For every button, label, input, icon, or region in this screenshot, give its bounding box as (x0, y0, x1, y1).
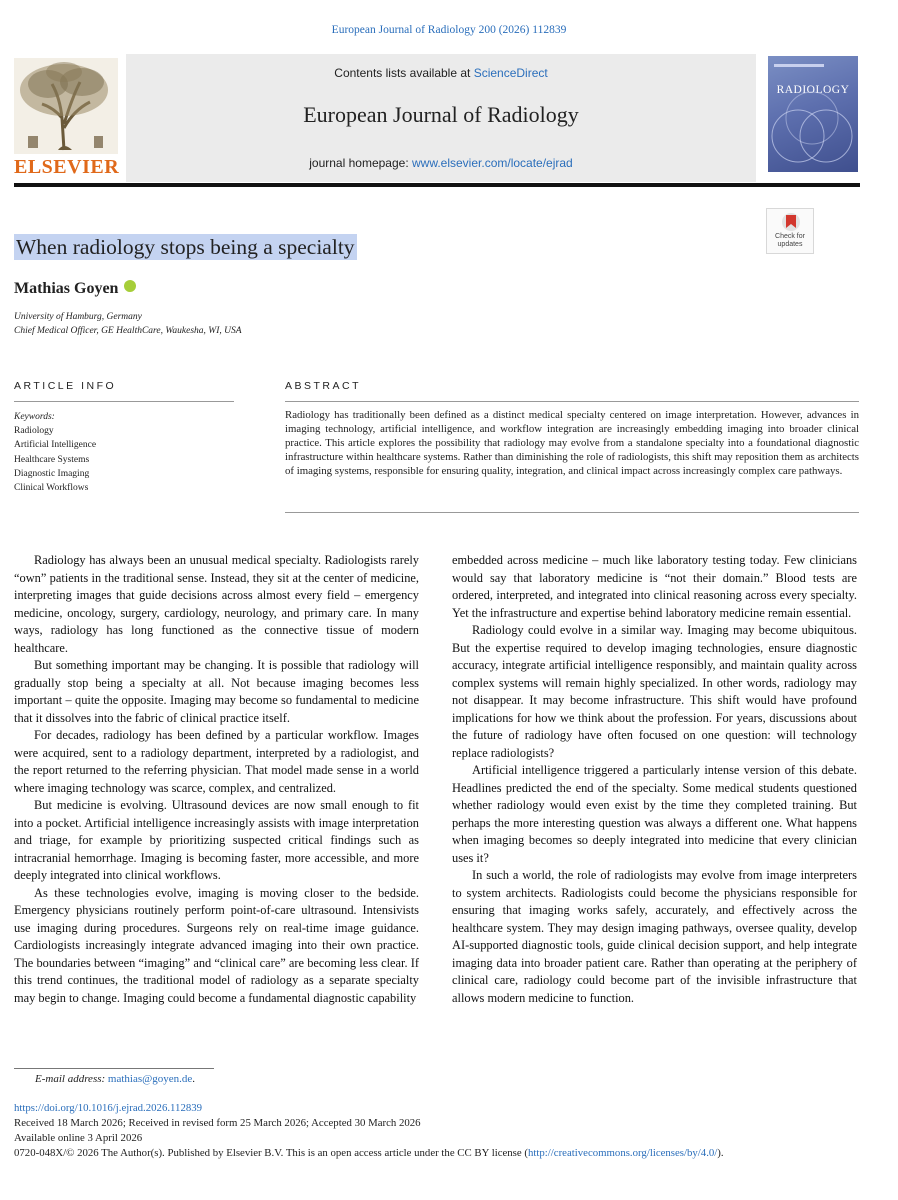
cover-title: RADIOLOGY (776, 84, 850, 96)
body-paragraph: Radiology has always been an unusual medical specialty. Radiologists rarely “own” patients in the traditional sense. Instead, they sit at the center of medicine, interpreting images that guide decisions across almost every field – emergency medicine, oncology, surgery, cardiology, neurology, and primary care. In many ways, radiology has long functioned as the connective tissue of modern healthcare. (14, 553, 419, 655)
email-label: E-mail address: (35, 1073, 106, 1085)
contents-prefix: Contents lists available at (334, 66, 474, 80)
available-online: Available online 3 April 2026 (14, 1132, 143, 1144)
body-paragraph: Artificial intelligence triggered a particularly intense version of this debate. Headlines predicted the end of the specialty. Some medical students questioned whether radiology would even exist by the time they completed training. But perhaps the more interesting question was always a different one. What happens when imaging becomes so deeply integrated into medicine that every clinician uses it? (452, 763, 857, 865)
body-paragraph: Radiology could evolve in a similar way. Imaging may become ubiquitous. But the expertise required to develop imaging technologies, ensure diagnostic accuracy, integrate artificial intelligence responsibly, and maintain quality across complex systems will remain highly specialized. In other words, radiology may not disappear. It may become infrastructure. This shift would have profound implications for how we think about the profession. For years, discussions about the future of radiology have often focused on one question: will technology replace radiologists? (452, 623, 857, 760)
abstract-text: Radiology has traditionally been defined as a distinct medical specialty centered on image interpretation. However, advances in imaging technology, artificial intelligence, and workflow integration are increasingly embedding imaging into broader clinical practice. This article explores the possibility that radiology may evolve from a standalone specialty into a foundational diagnostic infrastructure within healthcare systems. Rather than diminishing the role of radiologists, this shift may reposition them as architects of imaging systems, responsible for ensuring quality, integration, and clinical impact across increasingly complex care pathways. (285, 409, 859, 478)
abstract-end-divider (285, 512, 859, 513)
license-line (14, 1146, 724, 1161)
orcid-icon[interactable] (124, 280, 136, 292)
journal-homepage-link[interactable]: www.elsevier.com/locate/ejrad (412, 156, 573, 170)
journal-name: European Journal of Radiology (303, 102, 579, 127)
contents-line (126, 66, 756, 80)
keyword-item: Healthcare Systems (14, 454, 90, 465)
article-info-heading: ARTICLE INFO (14, 380, 117, 392)
footnote-divider (14, 1068, 214, 1069)
body-paragraph-continued: embedded across medicine – much like laboratory testing today. Few clinicians would say that laboratory medicine is “not their domain.” Blood tests are ordered, interpreted, and integrated into clinical reasoning across every specialty. Yet the infrastructure and expertise behind laboratory medicine remain essential. (452, 553, 857, 620)
article-info-divider (14, 401, 234, 402)
journal-cover-thumbnail[interactable] (768, 56, 858, 172)
homepage-prefix: journal homepage: (309, 156, 412, 170)
license-link[interactable]: http://creativecommons.org/licenses/by/4.0/ (527, 1147, 718, 1159)
email-end: . (192, 1073, 196, 1085)
doi-text[interactable]: https://doi.org/10.1016/j.ejrad.2026.112839 (14, 1102, 203, 1114)
check-for-updates-label: Check for updates (775, 233, 805, 248)
doi-link[interactable] (14, 1101, 202, 1116)
body-paragraph: In such a world, the role of radiologists may evolve from image interpreters to system architects. Radiologists could become the physicians responsible for ensuring that imaging works safely, accurately, and effectively across the healthcare system. They may design imaging pathways, oversee quality, develop AI-supported diagnostic tools, guide clinical decision support, and help integrate imaging data into broader patient care. Rather than operating at the periphery of clinical care, radiology could become part of the invisible infrastructure that allows modern medicine to function. (452, 868, 857, 1005)
keywords-block (14, 410, 234, 495)
running-head[interactable]: European Journal of Radiology 200 (2026) 112839 (331, 24, 567, 36)
body-paragraph: But medicine is evolving. Ultrasound devices are now small enough to fit into a pocket. Artificial intelligence increasingly assists with image interpretation and triage, for example by prioritizing suspected critical findings such as intracranial hemorrhage. Imaging is becoming faster, more accessible, and more deeply integrated into clinical workflows. (14, 798, 419, 882)
masthead-divider (14, 183, 860, 187)
sciencedirect-link[interactable]: ScienceDirect (473, 66, 548, 80)
keyword-item: Radiology (14, 426, 54, 437)
abstract-divider (285, 401, 859, 402)
keywords-title: Keywords: (14, 412, 55, 422)
bookmark-badge-icon (767, 209, 815, 235)
journal-banner (126, 54, 756, 182)
keyword-item: Artificial Intelligence (14, 440, 97, 451)
email-footnote (35, 1073, 195, 1085)
body-paragraph: As these technologies evolve, imaging is moving closer to the bedside. Emergency physicians routinely perform point-of-care ultrasound. Intensivists use imaging during procedures. Surgeons rely on real-time image guidance. Cardiologists increasingly integrate advanced imaging into their own practice. The boundaries between “imaging” and “clinical care” are becoming less clear. If this trend continues, the traditional model of radiology as a separate specialty may begin to change. Imaging could become a fundamental diagnostic capability (14, 885, 419, 1005)
affiliation-2: Chief Medical Officer, GE HealthCare, Waukesha, WI, USA (14, 326, 242, 336)
elsevier-wordmark: ELSEVIER (14, 156, 120, 178)
license-suffix: ). (717, 1147, 724, 1159)
keyword-item: Clinical Workflows (14, 483, 89, 494)
abstract-heading: ABSTRACT (285, 380, 362, 392)
author-line (14, 280, 136, 298)
article-title: When radiology stops being a specialty (16, 235, 355, 259)
check-for-updates-button[interactable] (766, 208, 814, 254)
body-paragraph: For decades, radiology has been defined by a particular workflow. Images were acquired, sent to a radiology department, interpreted by a radiologist, and the report returned to the referring physician. That model made sense in a world where imaging technology was scarce, complex, and centralized. (14, 728, 419, 795)
email-link[interactable]: mathias@goyen.de (107, 1073, 193, 1085)
body-column-right (452, 552, 857, 1007)
affiliation-1: University of Hamburg, Germany (14, 312, 142, 322)
license-prefix: 0720-048X/© 2026 The Author(s). Published by Elsevier B.V. This is an open access article under the CC BY license ( (14, 1147, 528, 1159)
author-name[interactable]: Mathias Goyen (14, 280, 119, 297)
cover-circles-graphic (768, 56, 858, 172)
body-paragraph: But something important may be changing. It is possible that radiology will gradually stop being a specialty at all. Not because imaging becomes less important – quite the opposite. Imaging may become so fundamental to medicine that it dissolves into the fabric of clinical practice itself. (14, 658, 419, 725)
body-column-left (14, 552, 419, 1007)
homepage-line (126, 156, 756, 170)
received-dates: Received 18 March 2026; Received in revised form 25 March 2026; Accepted 30 March 2026 (14, 1117, 421, 1129)
keyword-item: Diagnostic Imaging (14, 468, 90, 479)
journal-masthead (14, 54, 862, 182)
